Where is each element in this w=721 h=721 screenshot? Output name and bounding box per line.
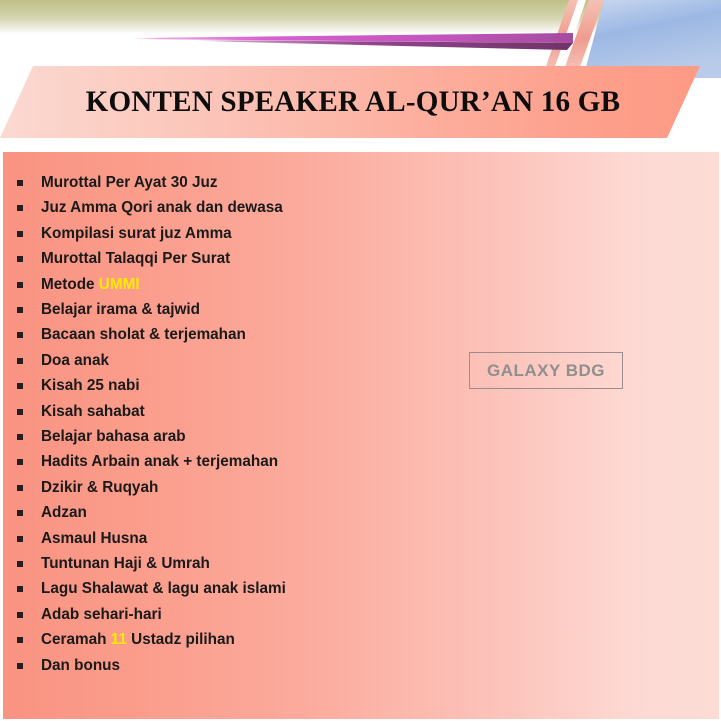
square-bullet-icon <box>17 586 23 592</box>
square-bullet-icon <box>17 663 23 669</box>
list-item-label: Doa anak <box>41 351 110 369</box>
list-item-label: Adab sehari-hari <box>41 605 162 623</box>
square-bullet-icon <box>17 561 23 567</box>
list-item-label: Kisah 25 nabi <box>41 377 140 395</box>
square-bullet-icon <box>17 332 23 338</box>
highlighted-text: UMMI <box>98 275 140 293</box>
list-item <box>3 322 246 347</box>
list-item-label: Hadits Arbain anak + terjemahan <box>41 453 279 471</box>
list-item-label <box>41 631 235 648</box>
purple-wedge <box>132 33 573 50</box>
list-item-label: Juz Amma Qori anak dan dewasa <box>41 199 283 217</box>
list-item <box>3 170 218 195</box>
square-bullet-icon <box>17 485 23 491</box>
square-bullet-icon <box>17 205 23 211</box>
square-bullet-icon <box>17 510 23 516</box>
list-item <box>3 348 109 373</box>
list-item-text: Metode <box>41 275 99 293</box>
list-item-label: Adzan <box>41 504 87 522</box>
list-item <box>3 373 140 398</box>
square-bullet-icon <box>17 307 23 313</box>
square-bullet-icon <box>17 383 23 389</box>
square-bullet-icon <box>17 536 23 542</box>
list-item-label: Kisah sahabat <box>41 402 145 420</box>
list-item-text: Ustadz pilihan <box>126 631 235 649</box>
list-item-label: Asmaul Husna <box>41 529 148 547</box>
square-bullet-icon <box>17 434 23 440</box>
list-item-label <box>41 276 140 293</box>
list-item-label: Dzikir & Ruqyah <box>41 478 159 496</box>
list-item <box>3 551 210 576</box>
list-item <box>3 195 283 220</box>
list-item <box>3 602 162 627</box>
square-bullet-icon <box>17 637 23 643</box>
square-bullet-icon <box>17 409 23 415</box>
highlighted-text: 11 <box>110 631 127 649</box>
square-bullet-icon <box>17 358 23 364</box>
list-item <box>3 526 147 551</box>
square-bullet-icon <box>17 282 23 288</box>
list-item-label: Bacaan sholat & terjemahan <box>41 326 246 344</box>
list-item <box>3 449 278 474</box>
list-item <box>3 475 158 500</box>
list-item <box>3 576 286 601</box>
content-panel <box>3 152 719 719</box>
list-item <box>3 627 235 652</box>
square-bullet-icon <box>17 612 23 618</box>
page-title: KONTEN SPEAKER AL-QUR’AN 16 GB <box>85 85 621 118</box>
square-bullet-icon <box>17 459 23 465</box>
list-item-label: Murottal Talaqqi Per Surat <box>41 250 231 268</box>
square-bullet-icon <box>17 180 23 186</box>
list-item-label: Tuntunan Haji & Umrah <box>41 555 210 572</box>
list-item-label: Belajar bahasa arab <box>41 428 186 445</box>
list-item <box>3 221 232 246</box>
list-item <box>3 297 200 322</box>
list-item <box>3 272 140 297</box>
list-item <box>3 424 186 449</box>
square-bullet-icon <box>17 256 23 262</box>
list-item-label: Lagu Shalawat & lagu anak islami <box>41 580 286 598</box>
list-item-label: Kompilasi surat juz Amma <box>41 224 232 242</box>
square-bullet-icon <box>17 231 23 237</box>
list-item <box>3 399 145 424</box>
list-item-label: Murottal Per Ayat 30 Juz <box>41 174 218 191</box>
list-item-label: Dan bonus <box>41 656 121 674</box>
olive-gradient-band <box>0 0 610 34</box>
watermark-box <box>469 352 623 389</box>
list-item-label: Belajar irama & tajwid <box>41 301 200 318</box>
watermark-label: GALAXY BDG <box>486 360 606 380</box>
list-item-text: Ceramah <box>41 631 111 649</box>
list-item <box>3 500 87 525</box>
list-item <box>3 653 120 678</box>
list-item <box>3 246 230 271</box>
